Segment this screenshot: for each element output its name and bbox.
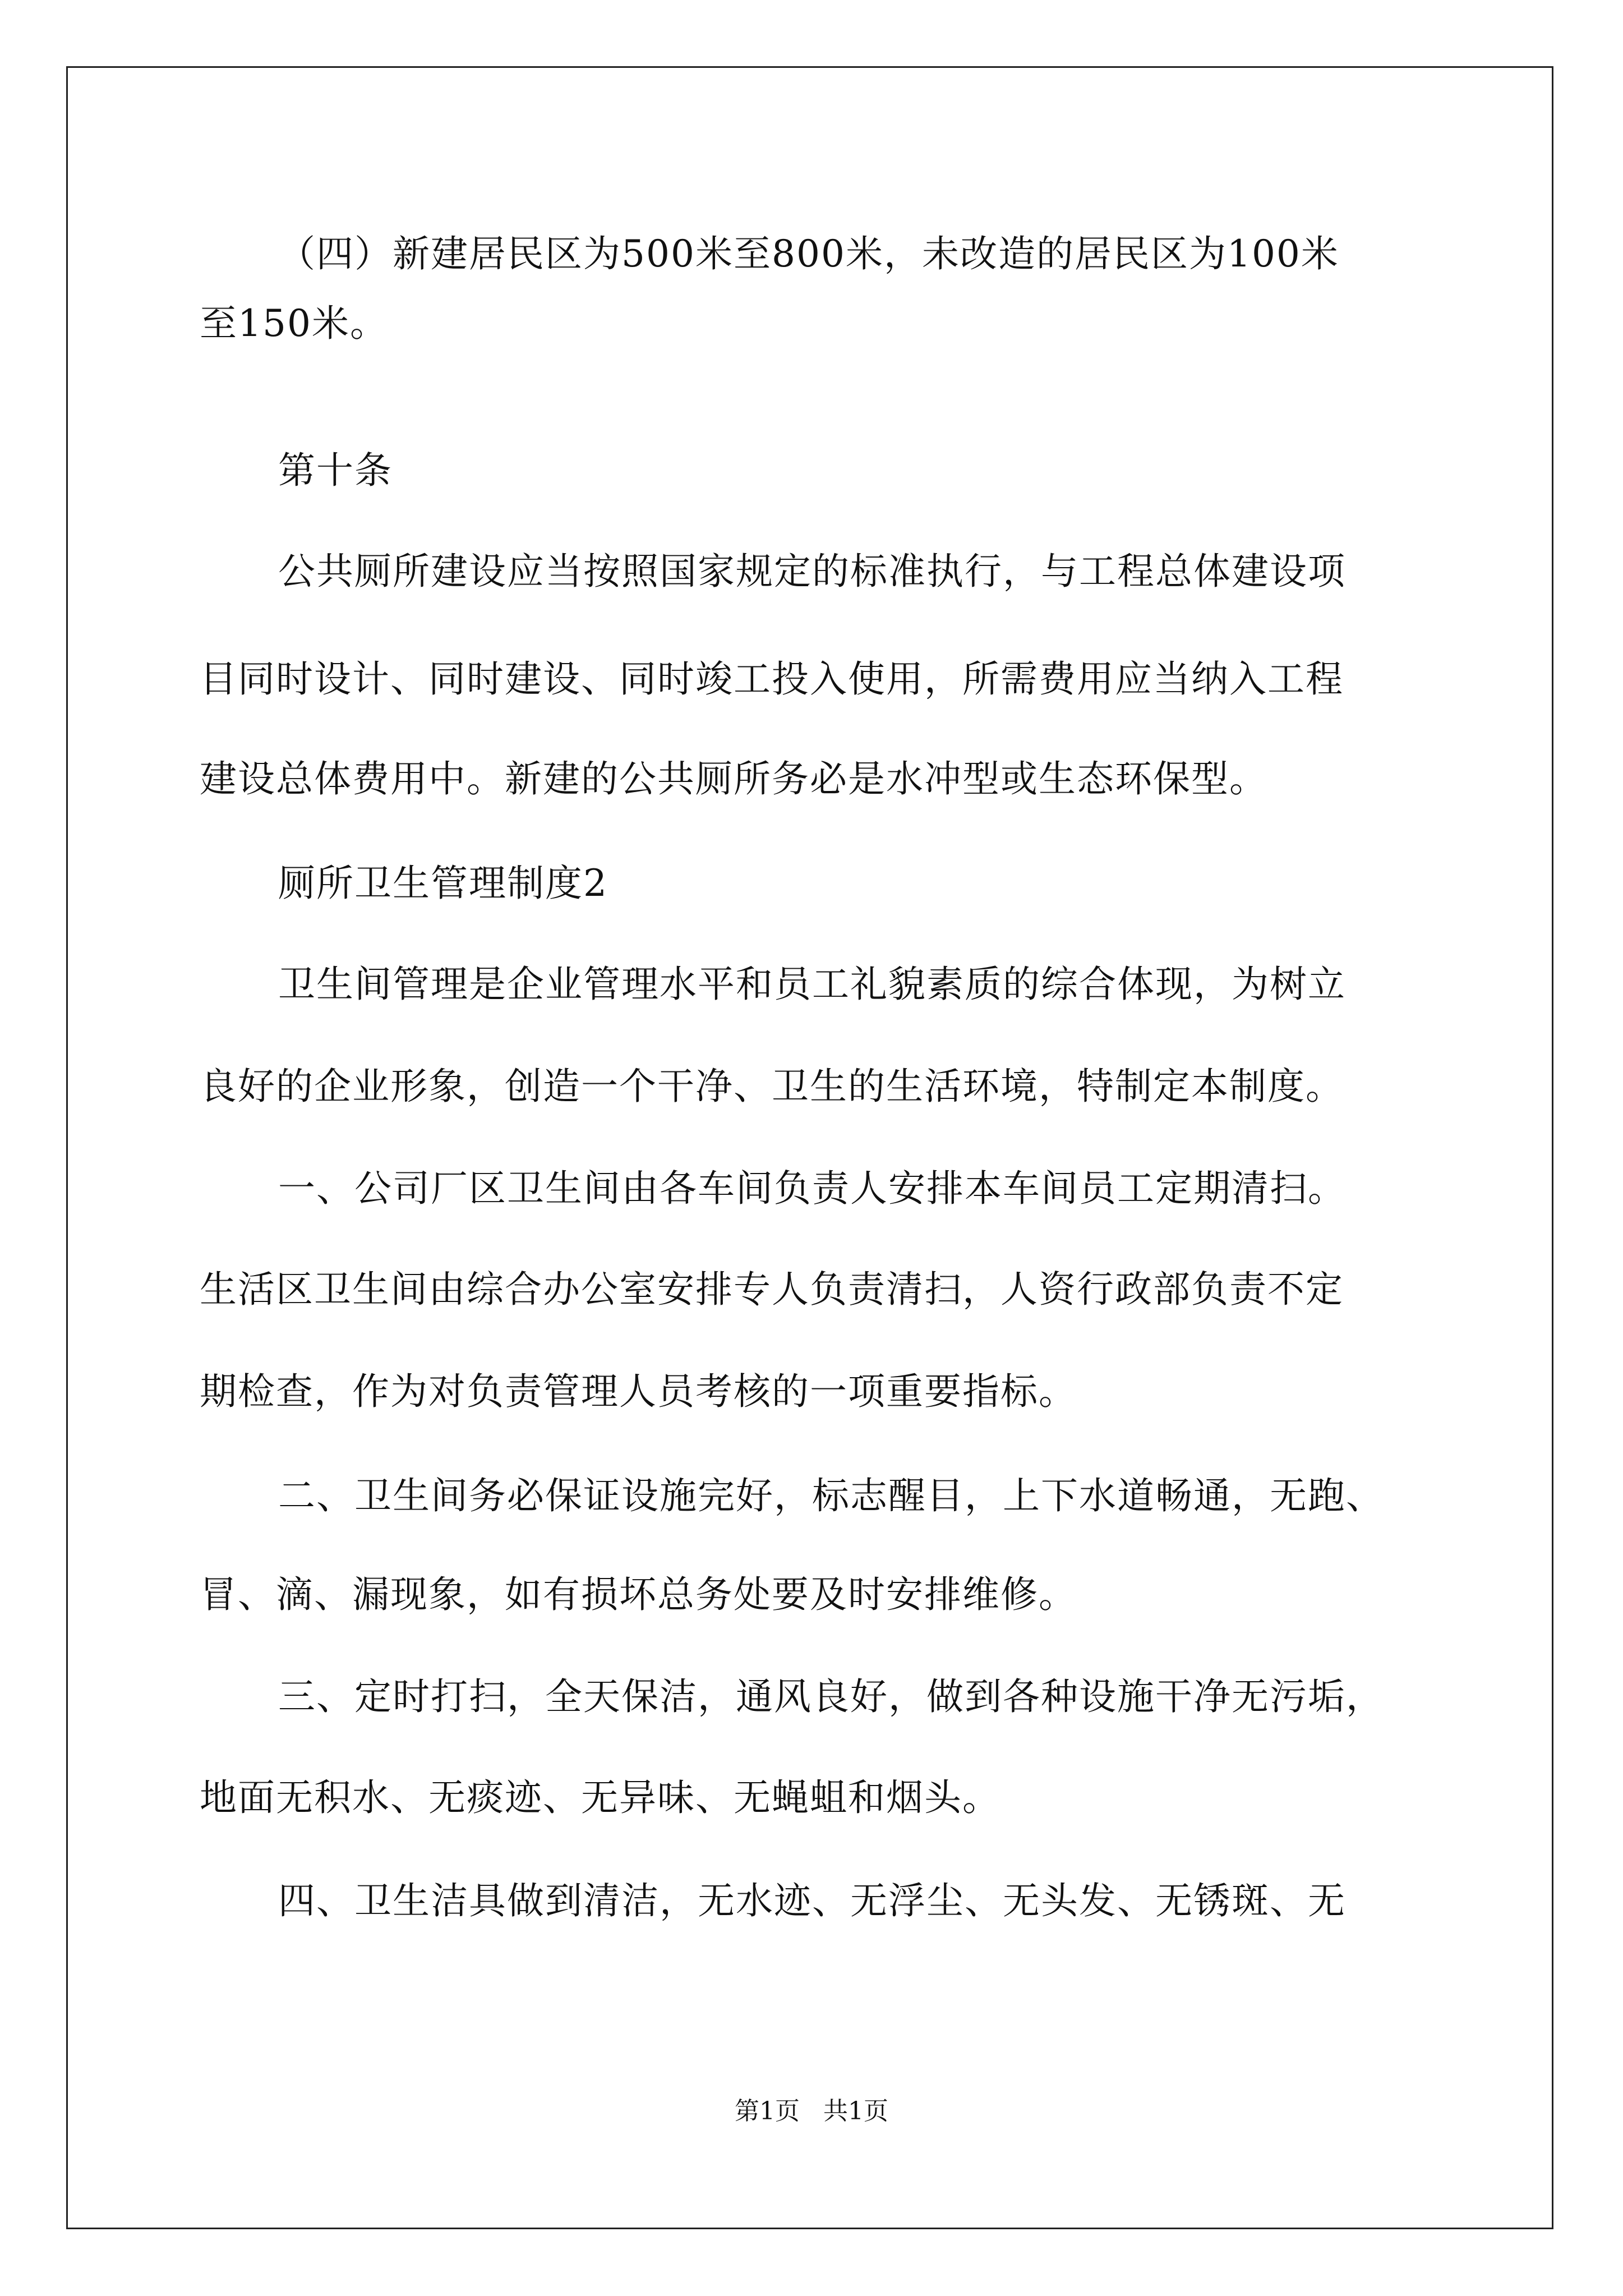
text-line: 四、卫生洁具做到清洁，无水迹、无浮尘、无头发、无锈斑、无 bbox=[278, 1879, 1346, 1922]
text-line: 期检查，作为对负责管理人员考核的一项重要指标。 bbox=[200, 1370, 1077, 1413]
text-line: 公共厕所建设应当按照国家规定的标准执行，与工程总体建设项 bbox=[278, 550, 1346, 593]
text-line: 良好的企业形象，创造一个干净、卫生的生活环境，特制定本制度。 bbox=[200, 1065, 1344, 1108]
section-heading: 第十条 bbox=[278, 449, 393, 492]
text-line: 冒、滴、漏现象，如有损坏总务处要及时安排维修。 bbox=[200, 1573, 1077, 1616]
section-heading: 厕所卫生管理制度2 bbox=[278, 862, 608, 905]
text-line: 一、公司厂区卫生间由各车间负责人安排本车间员工定期清扫。 bbox=[278, 1167, 1346, 1210]
text-line: 地面无积水、无痰迹、无异味、无蝇蛆和烟头。 bbox=[200, 1776, 1000, 1819]
text-line: 目同时设计、同时建设、同时竣工投入使用，所需费用应当纳入工程 bbox=[200, 657, 1344, 701]
text-line: 生活区卫生间由综合办公室安排专人负责清扫，人资行政部负责不定 bbox=[200, 1268, 1344, 1311]
text-line: 至150米。 bbox=[200, 302, 388, 345]
page-number-footer: 第1页 共1页 bbox=[735, 2097, 888, 2125]
text-line: 建设总体费用中。新建的公共厕所务必是水冲型或生态环保型。 bbox=[200, 757, 1267, 800]
text-line: 卫生间管理是企业管理水平和员工礼貌素质的综合体现，为树立 bbox=[278, 963, 1346, 1006]
text-line: （四）新建居民区为500米至800米，未改造的居民区为100米 bbox=[278, 232, 1339, 275]
text-line: 三、定时打扫，全天保洁，通风良好，做到各种设施干净无污垢， bbox=[278, 1675, 1384, 1718]
text-line: 二、卫生间务必保证设施完好，标志醒目，上下水道畅通，无跑、 bbox=[278, 1474, 1384, 1517]
